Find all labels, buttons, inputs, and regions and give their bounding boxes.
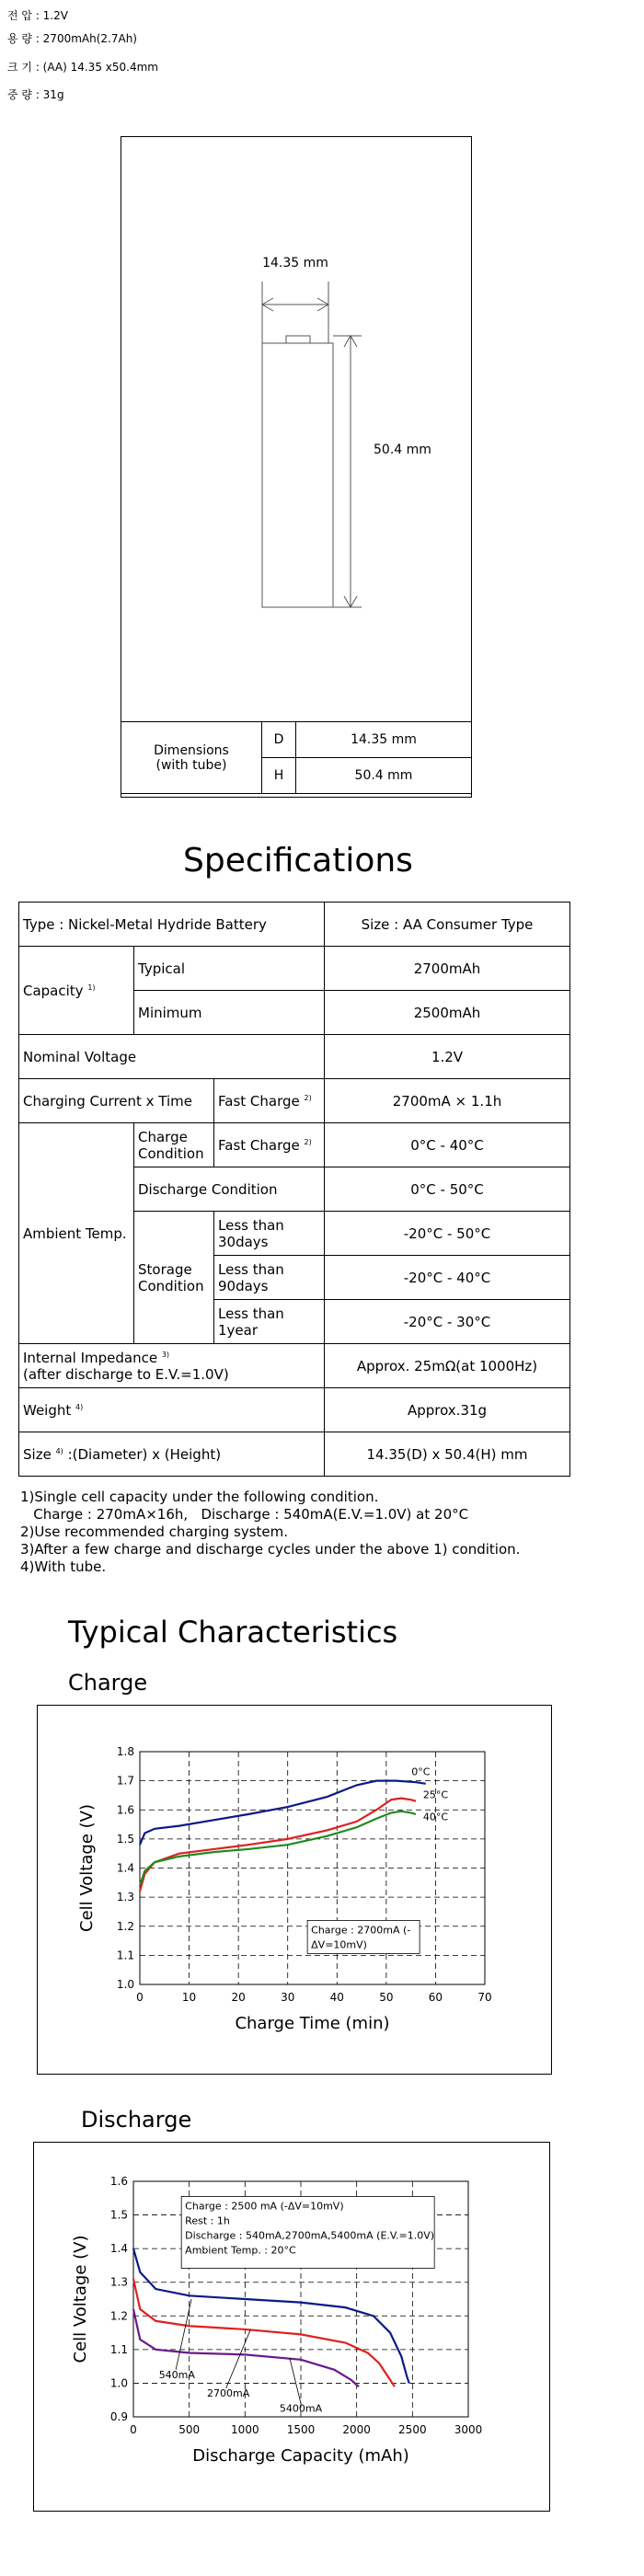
x-tick-label: 30 [281, 1991, 295, 2004]
battery-body [262, 343, 333, 607]
storage-value-30: -20°C - 50°C [325, 1212, 570, 1256]
x-tick-label: 70 [477, 1991, 492, 2004]
fast-charge-note: 2) [304, 1093, 312, 1102]
discharge-condition-value: 0°C - 50°C [325, 1167, 570, 1212]
series-label-0c: 0°C [411, 1765, 431, 1778]
series-label-2700mA: 2700mA [207, 2387, 250, 2400]
x-tick-label: 0 [130, 2423, 137, 2436]
dimension-value-h: 50.4 mm [296, 758, 472, 794]
y-tick-label: 1.2 [109, 2309, 128, 2323]
y-tick-label: 1.2 [116, 1919, 134, 1933]
note-4: 4)With tube. [20, 1558, 107, 1575]
x-tick-label: 1500 [286, 2423, 316, 2436]
size-type-cell: Size : AA Consumer Type [325, 903, 570, 947]
charge-condition-fast: Fast Charge [218, 1136, 300, 1154]
series-label-5400mA: 5400mA [279, 2402, 323, 2415]
size-line: 크 기 : (AA) 14.35 x50.4mm [7, 61, 158, 74]
y-tick-label: 1.7 [116, 1774, 134, 1788]
charge-chart [37, 1705, 552, 2075]
discharge-section-title: Discharge [81, 2107, 192, 2133]
weight-note: 4) [75, 1402, 84, 1411]
impedance-label: Internal Impedance [23, 1349, 158, 1366]
height-label: 50.4 mm [374, 443, 431, 457]
x-axis-label: Charge Time (min) [235, 2014, 390, 2033]
discharge-legend-line: Rest : 1h [185, 2214, 230, 2227]
dimension-table [121, 721, 472, 794]
capacity-note: 1) [87, 983, 96, 992]
specifications-table [18, 902, 570, 1477]
size-note: 4) [55, 1446, 63, 1455]
storage-condition-label: Storage Condition [134, 1212, 214, 1344]
dimension-key-d: D [262, 722, 296, 758]
y-tick-label: 1.0 [116, 1978, 134, 1991]
voltage-line: 전 압 : 1.2V [7, 9, 68, 22]
impedance-label-cell [19, 1344, 325, 1388]
charge-annotation-line2: ΔV=10mV) [311, 1938, 367, 1951]
weight-value: 31g [42, 88, 64, 101]
storage-period-30: Less than 30days [214, 1212, 325, 1256]
y-tick-label: 1.3 [116, 1891, 134, 1904]
x-tick-label: 40 [329, 1991, 344, 2004]
y-tick-label: 1.4 [109, 2242, 128, 2256]
fast-charge-label: Fast Charge [218, 1092, 300, 1110]
capacity-value: 2700mAh(2.7Ah) [42, 32, 137, 45]
y-tick-label: 1.8 [116, 1745, 134, 1758]
charge-condition-note: 2) [304, 1137, 312, 1146]
nominal-voltage-value: 1.2V [325, 1035, 570, 1079]
discharge-legend-line: Ambient Temp. : 20°C [185, 2244, 296, 2257]
note-1-detail: Charge : 270mA×16h, Discharge : 540mA(E.V.=1.0V) at 20°C [20, 1506, 469, 1523]
width-label: 14.35 mm [262, 256, 328, 270]
x-tick-label: 10 [181, 1991, 197, 2004]
x-tick-label: 20 [231, 1991, 246, 2004]
weight-line: 중 량 : 31g [7, 88, 64, 101]
charge-condition-fast-cell [214, 1123, 325, 1167]
x-tick-label: 60 [428, 1991, 443, 2004]
y-axis-label: Cell Voltage (V) [77, 1804, 97, 1932]
charge-section-title: Charge [68, 1670, 148, 1696]
size-value: 14.35(D) x 50.4(H) mm [325, 1432, 570, 1477]
size-label: 크 기 [7, 61, 32, 74]
storage-period-1year: Less than 1year [214, 1300, 325, 1344]
minimum-label: Minimum [134, 991, 325, 1035]
x-tick-label: 2500 [398, 2423, 427, 2436]
voltage-value: 1.2V [42, 9, 68, 22]
impedance-label-sub: (after discharge to E.V.=1.0V) [23, 1365, 229, 1383]
y-tick-label: 1.1 [109, 2342, 128, 2356]
x-tick-label: 50 [379, 1991, 394, 2004]
charge-condition-value: 0°C - 40°C [325, 1123, 570, 1167]
charge-condition-label: Charge Condition [134, 1123, 214, 1167]
voltage-label: 전 압 [7, 9, 32, 22]
charge-annotation-line1: Charge : 2700mA (- [311, 1924, 411, 1937]
x-axis-label: Discharge Capacity (mAh) [192, 2446, 409, 2466]
impedance-value: Approx. 25mΩ(at 1000Hz) [325, 1344, 570, 1388]
dimension-label-cell [121, 722, 262, 794]
weight-label: Weight [23, 1401, 72, 1419]
weight-label: 중 량 [7, 88, 32, 101]
fast-charge-value: 2700mA × 1.1h [325, 1079, 570, 1123]
storage-value-90: -20°C - 40°C [325, 1256, 570, 1300]
minimum-value: 2500mAh [325, 991, 570, 1035]
specifications-title: Specifications [183, 842, 413, 880]
discharge-legend-line: Discharge : 540mA,2700mA,5400mA (E.V.=1.0V) [185, 2229, 435, 2242]
size-label-cell [19, 1432, 325, 1477]
y-tick-label: 1.6 [109, 2175, 128, 2188]
series-label-25c: 25°C [422, 1788, 449, 1801]
x-tick-label: 2000 [342, 2423, 371, 2436]
charging-label: Charging Current x Time [19, 1079, 214, 1123]
y-tick-label: 1.5 [116, 1832, 134, 1846]
battery-drawing [121, 136, 472, 725]
size-value: (AA) 14.35 x50.4mm [42, 61, 158, 74]
capacity-line: 용 량 : 2700mAh(2.7Ah) [7, 32, 137, 45]
capacity-label: 용 량 [7, 32, 32, 45]
note-3: 3)After a few charge and discharge cycles under the above 1) condition. [20, 1541, 521, 1558]
series-label-40c: 40°C [422, 1811, 449, 1823]
y-tick-label: 1.3 [109, 2275, 128, 2289]
y-tick-label: 1.0 [109, 2376, 128, 2390]
capacity-label: Capacity [23, 982, 84, 999]
note-1: 1)Single cell capacity under the following condition. [20, 1489, 379, 1505]
nominal-voltage-label: Nominal Voltage [19, 1035, 325, 1079]
weight-value: Approx.31g [325, 1388, 570, 1432]
weight-label-cell [19, 1388, 325, 1432]
x-tick-label: 0 [136, 1991, 144, 2004]
size-label: Size [23, 1445, 52, 1463]
battery-terminal [286, 336, 310, 343]
y-tick-label: 0.9 [109, 2410, 128, 2423]
y-tick-label: 1.5 [109, 2208, 128, 2222]
x-tick-label: 3000 [454, 2423, 483, 2436]
typical-value: 2700mAh [325, 947, 570, 991]
x-tick-label: 500 [178, 2423, 201, 2436]
storage-value-1year: -20°C - 30°C [325, 1300, 570, 1344]
discharge-condition-label: Discharge Condition [134, 1167, 325, 1212]
typical-characteristics-title: Typical Characteristics [68, 1615, 398, 1650]
typical-label: Typical [134, 947, 325, 991]
storage-period-90: Less than 90days [214, 1256, 325, 1300]
size-desc: :(Diameter) x (Height) [67, 1445, 222, 1463]
y-tick-label: 1.1 [116, 1949, 134, 1962]
y-axis-label: Cell Voltage (V) [71, 2235, 90, 2363]
dimension-key-h: H [262, 758, 296, 794]
x-tick-label: 1000 [231, 2423, 259, 2436]
y-tick-label: 1.4 [116, 1861, 134, 1875]
discharge-chart [33, 2142, 550, 2512]
y-tick-label: 1.6 [116, 1803, 134, 1817]
dimension-label-2: (with tube) [155, 757, 227, 773]
series-label-540mA: 540mA [158, 2368, 195, 2381]
dimension-value-d: 14.35 mm [296, 722, 472, 758]
impedance-note: 3) [161, 1350, 170, 1359]
discharge-legend-line: Charge : 2500 mA (-ΔV=10mV) [185, 2200, 344, 2213]
dimension-label-1: Dimensions [154, 742, 229, 758]
ambient-label: Ambient Temp. [19, 1123, 134, 1344]
note-2: 2)Use recommended charging system. [20, 1524, 289, 1540]
type-cell: Type : Nickel-Metal Hydride Battery [19, 903, 325, 947]
capacity-label-cell [19, 947, 134, 1035]
fast-charge-label-cell [214, 1079, 325, 1123]
